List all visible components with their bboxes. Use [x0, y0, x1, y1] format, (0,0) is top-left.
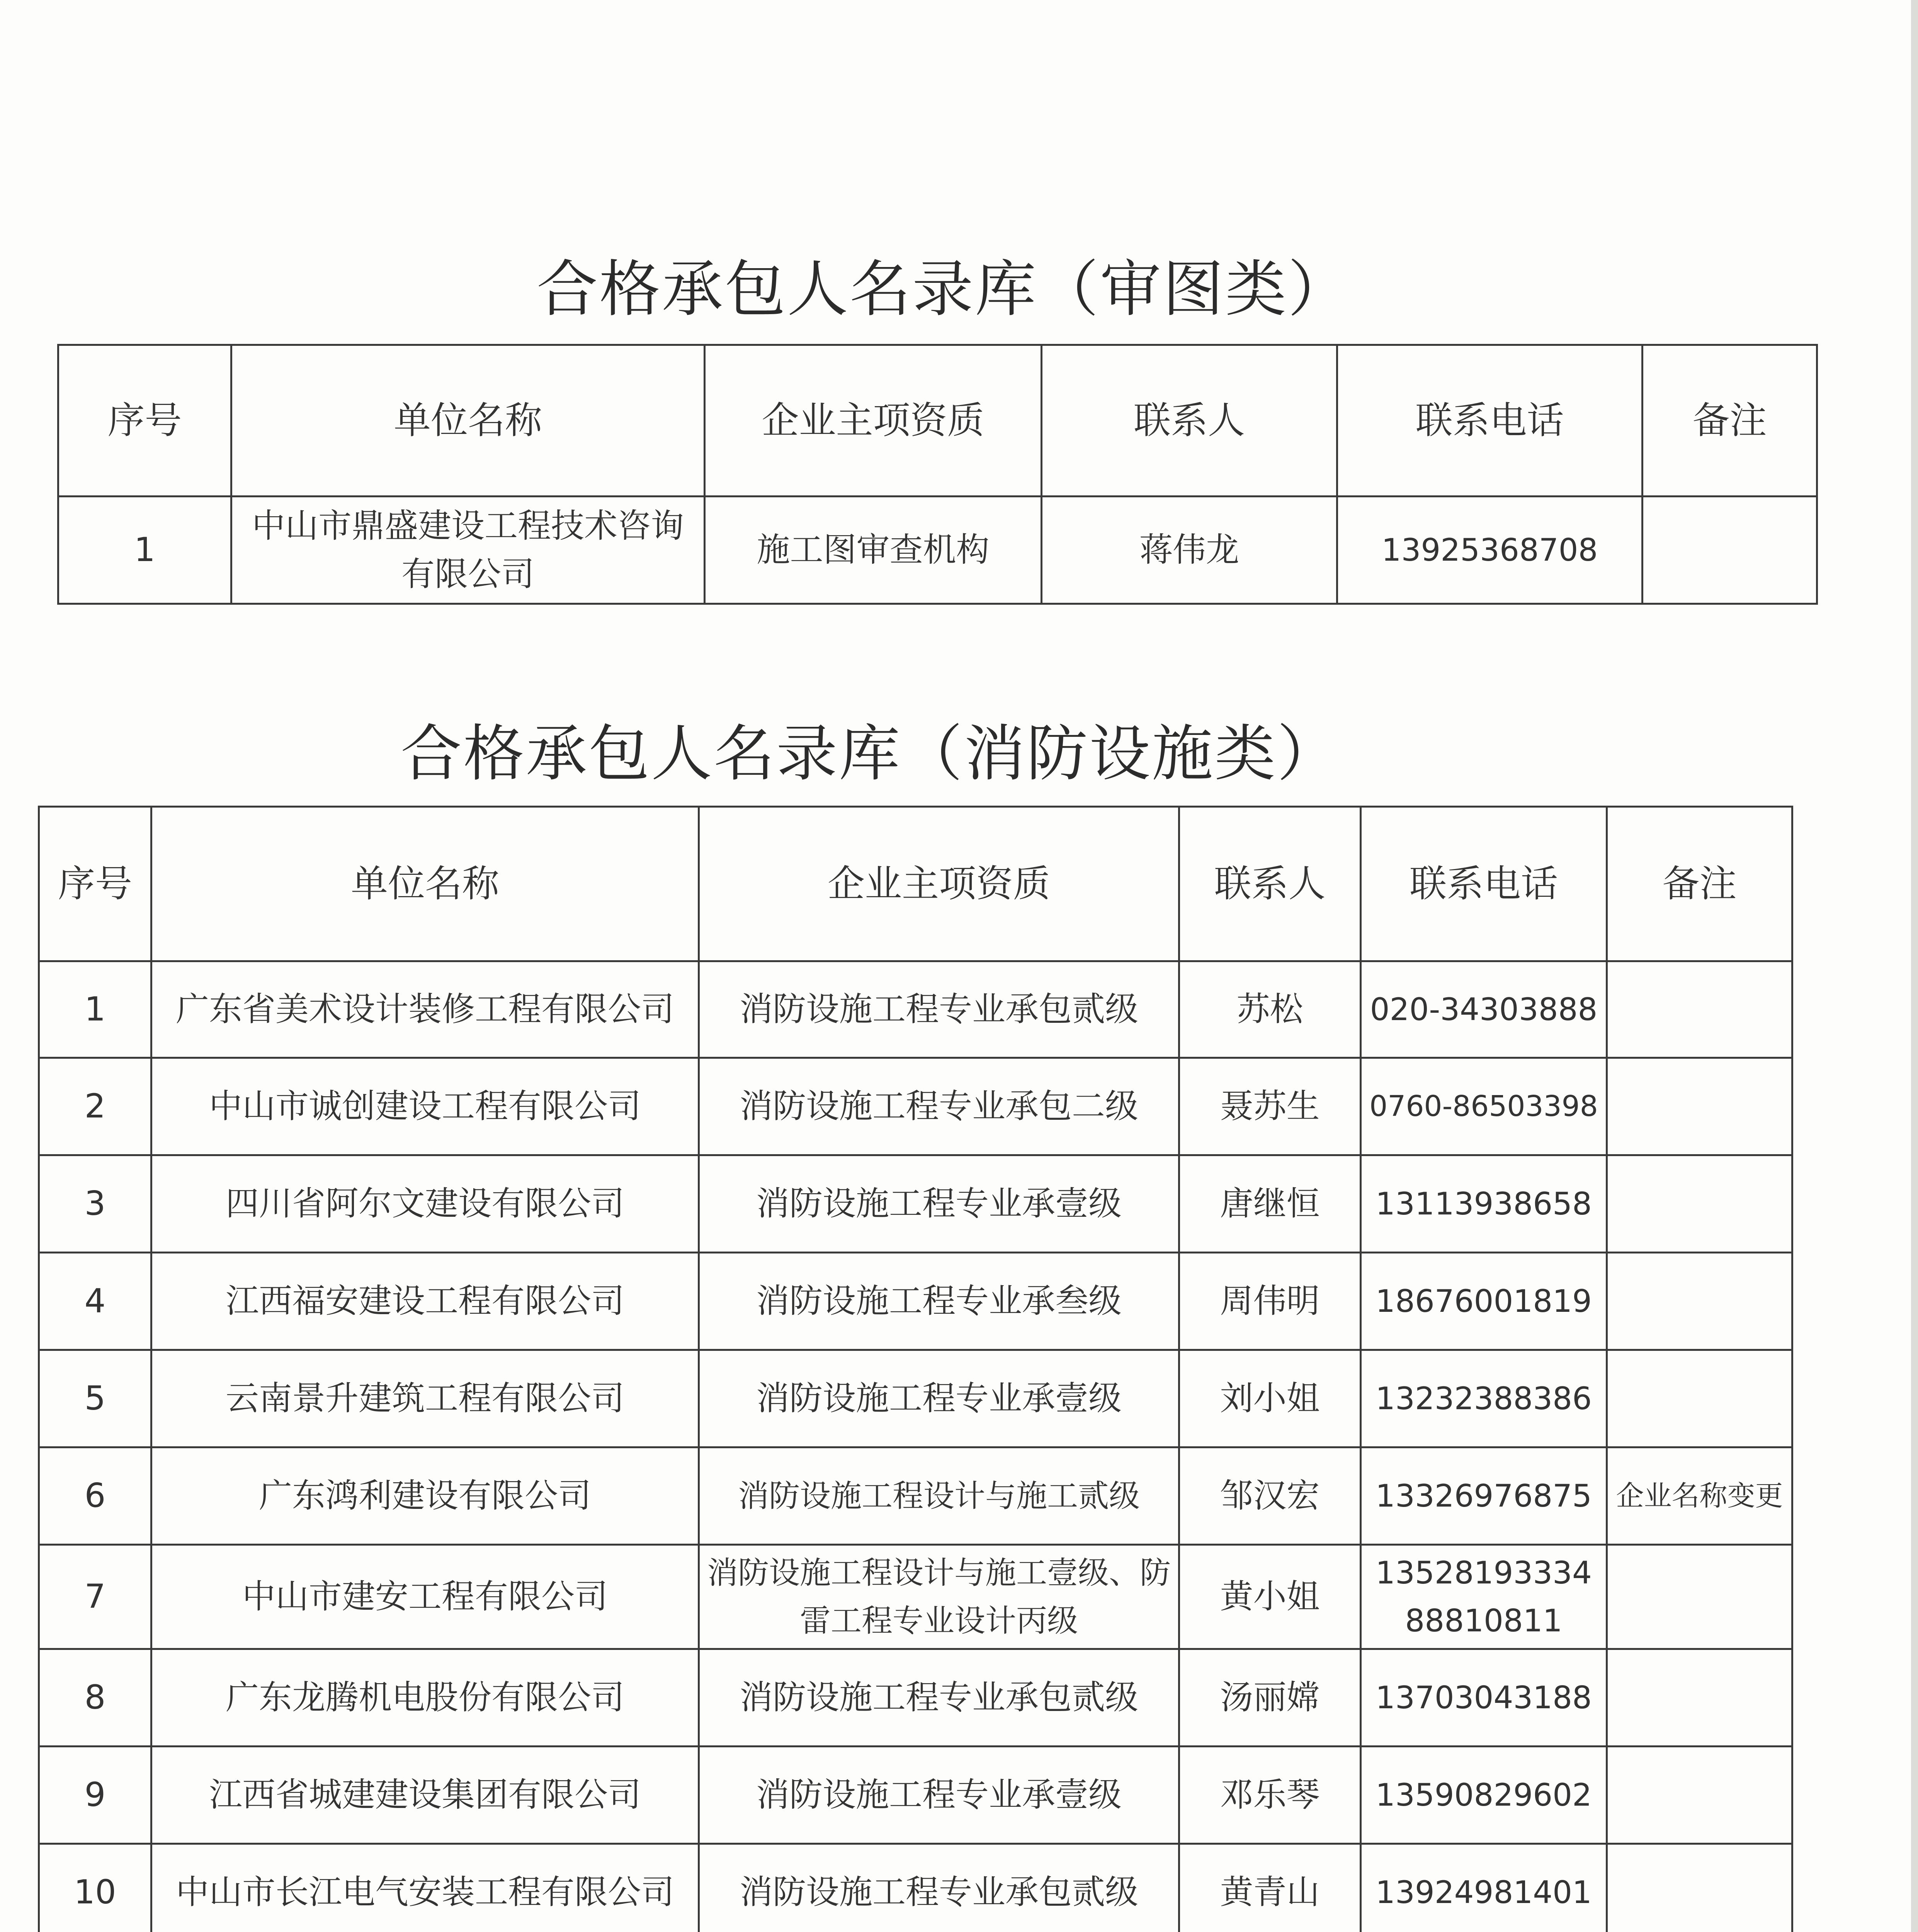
qualification: 消防设施工程专业承包贰级 — [699, 1844, 1179, 1932]
company-name: 中山市诚创建设工程有限公司 — [151, 1058, 699, 1155]
remark — [1607, 1747, 1792, 1844]
company-name: 云南景升建筑工程有限公司 — [151, 1350, 699, 1447]
company-name: 江西省城建建设集团有限公司 — [151, 1747, 699, 1844]
qualification: 消防设施工程设计与施工壹级、防雷工程专业设计丙级 — [699, 1545, 1179, 1649]
header-cell: 联系电话 — [1337, 345, 1643, 497]
scan-edge-right — [1911, 0, 1918, 1932]
row-number: 6 — [39, 1447, 151, 1545]
table-header-row — [39, 807, 1792, 961]
row-number: 7 — [39, 1545, 151, 1649]
table-row — [39, 1155, 1792, 1253]
remark — [1607, 1350, 1792, 1447]
table-row — [39, 1844, 1792, 1932]
row-number: 2 — [39, 1058, 151, 1155]
table-row — [39, 961, 1792, 1058]
remark — [1643, 497, 1817, 604]
remark: 企业名称变更 — [1607, 1447, 1792, 1545]
header-cell: 序号 — [58, 345, 231, 497]
row-number: 10 — [39, 1844, 151, 1932]
remark — [1607, 1844, 1792, 1932]
drawing-review-table — [57, 344, 1818, 605]
row-number: 4 — [39, 1253, 151, 1350]
contact-person: 刘小姐 — [1179, 1350, 1361, 1447]
contact-person: 苏松 — [1179, 961, 1361, 1058]
fire-facilities-table — [38, 806, 1793, 1932]
header-cell: 企业主项资质 — [705, 345, 1042, 497]
header-cell: 备注 — [1643, 345, 1817, 497]
company-name: 中山市长江电气安装工程有限公司 — [151, 1844, 699, 1932]
contact-person: 聂苏生 — [1179, 1058, 1361, 1155]
contact-phone: 18676001819 — [1361, 1253, 1607, 1350]
company-name: 四川省阿尔文建设有限公司 — [151, 1155, 699, 1253]
header-cell: 联系电话 — [1361, 807, 1607, 961]
table-row — [39, 1253, 1792, 1350]
qualification: 消防设施工程专业承包贰级 — [699, 1649, 1179, 1747]
contact-phone: 0760-86503398 — [1361, 1058, 1607, 1155]
table-row — [39, 1545, 1792, 1649]
contact-phone — [1361, 1545, 1607, 1649]
table-header-row — [58, 345, 1817, 497]
row-number: 9 — [39, 1747, 151, 1844]
remark — [1607, 1253, 1792, 1350]
contact-phone: 13232388386 — [1361, 1350, 1607, 1447]
contact-phone: 020-34303888 — [1361, 961, 1607, 1058]
company-name: 广东鸿利建设有限公司 — [151, 1447, 699, 1545]
header-cell: 单位名称 — [231, 345, 705, 497]
contact-person: 黄青山 — [1179, 1844, 1361, 1932]
header-cell: 单位名称 — [151, 807, 699, 961]
company-name: 广东龙腾机电股份有限公司 — [151, 1649, 699, 1747]
table-row — [39, 1747, 1792, 1844]
qualification: 消防设施工程设计与施工贰级 — [699, 1447, 1179, 1545]
table-row — [58, 497, 1817, 604]
table-row — [39, 1447, 1792, 1545]
company-name: 中山市建安工程有限公司 — [151, 1545, 699, 1649]
header-cell: 联系人 — [1179, 807, 1361, 961]
contact-phone: 13326976875 — [1361, 1447, 1607, 1545]
header-cell: 备注 — [1607, 807, 1792, 961]
contact-phone-line-1: 13528193334 — [1376, 1554, 1592, 1591]
company-name: 江西福安建设工程有限公司 — [151, 1253, 699, 1350]
header-cell: 联系人 — [1042, 345, 1337, 497]
qualification: 消防设施工程专业承包二级 — [699, 1058, 1179, 1155]
contact-person: 汤丽嫦 — [1179, 1649, 1361, 1747]
remark — [1607, 1155, 1792, 1253]
qualification: 施工图审查机构 — [705, 497, 1042, 604]
table-row — [39, 1649, 1792, 1747]
row-number: 3 — [39, 1155, 151, 1253]
section-title-fire-facilities: 合格承包人名录库（消防设施类） — [401, 718, 1340, 789]
qualification: 消防设施工程专业承叁级 — [699, 1253, 1179, 1350]
qualification: 消防设施工程专业承壹级 — [699, 1155, 1179, 1253]
qualification: 消防设施工程专业承壹级 — [699, 1350, 1179, 1447]
contact-person: 黄小姐 — [1179, 1545, 1361, 1649]
table-row — [39, 1058, 1792, 1155]
company-name: 中山市鼎盛建设工程技术咨询有限公司 — [231, 497, 705, 604]
remark — [1607, 961, 1792, 1058]
table-row — [39, 1350, 1792, 1447]
row-number: 5 — [39, 1350, 151, 1447]
section-title-drawing-review: 合格承包人名录库（审图类） — [537, 254, 1350, 325]
remark — [1607, 1545, 1792, 1649]
contact-phone: 13590829602 — [1361, 1747, 1607, 1844]
contact-person: 蒋伟龙 — [1042, 497, 1337, 604]
contact-phone: 13703043188 — [1361, 1649, 1607, 1747]
contact-phone: 13925368708 — [1337, 497, 1643, 604]
header-cell: 企业主项资质 — [699, 807, 1179, 961]
row-number: 8 — [39, 1649, 151, 1747]
remark — [1607, 1058, 1792, 1155]
contact-person: 邹汉宏 — [1179, 1447, 1361, 1545]
header-cell: 序号 — [39, 807, 151, 961]
qualification: 消防设施工程专业承包贰级 — [699, 961, 1179, 1058]
qualification: 消防设施工程专业承壹级 — [699, 1747, 1179, 1844]
remark — [1607, 1649, 1792, 1747]
company-name: 广东省美术设计装修工程有限公司 — [151, 961, 699, 1058]
contact-person: 唐继恒 — [1179, 1155, 1361, 1253]
contact-phone: 13113938658 — [1361, 1155, 1607, 1253]
contact-phone: 13924981401 — [1361, 1844, 1607, 1932]
contact-phone-line-2: 88810811 — [1405, 1602, 1563, 1639]
contact-person: 邓乐琴 — [1179, 1747, 1361, 1844]
row-number: 1 — [58, 497, 231, 604]
contact-person: 周伟明 — [1179, 1253, 1361, 1350]
row-number: 1 — [39, 961, 151, 1058]
